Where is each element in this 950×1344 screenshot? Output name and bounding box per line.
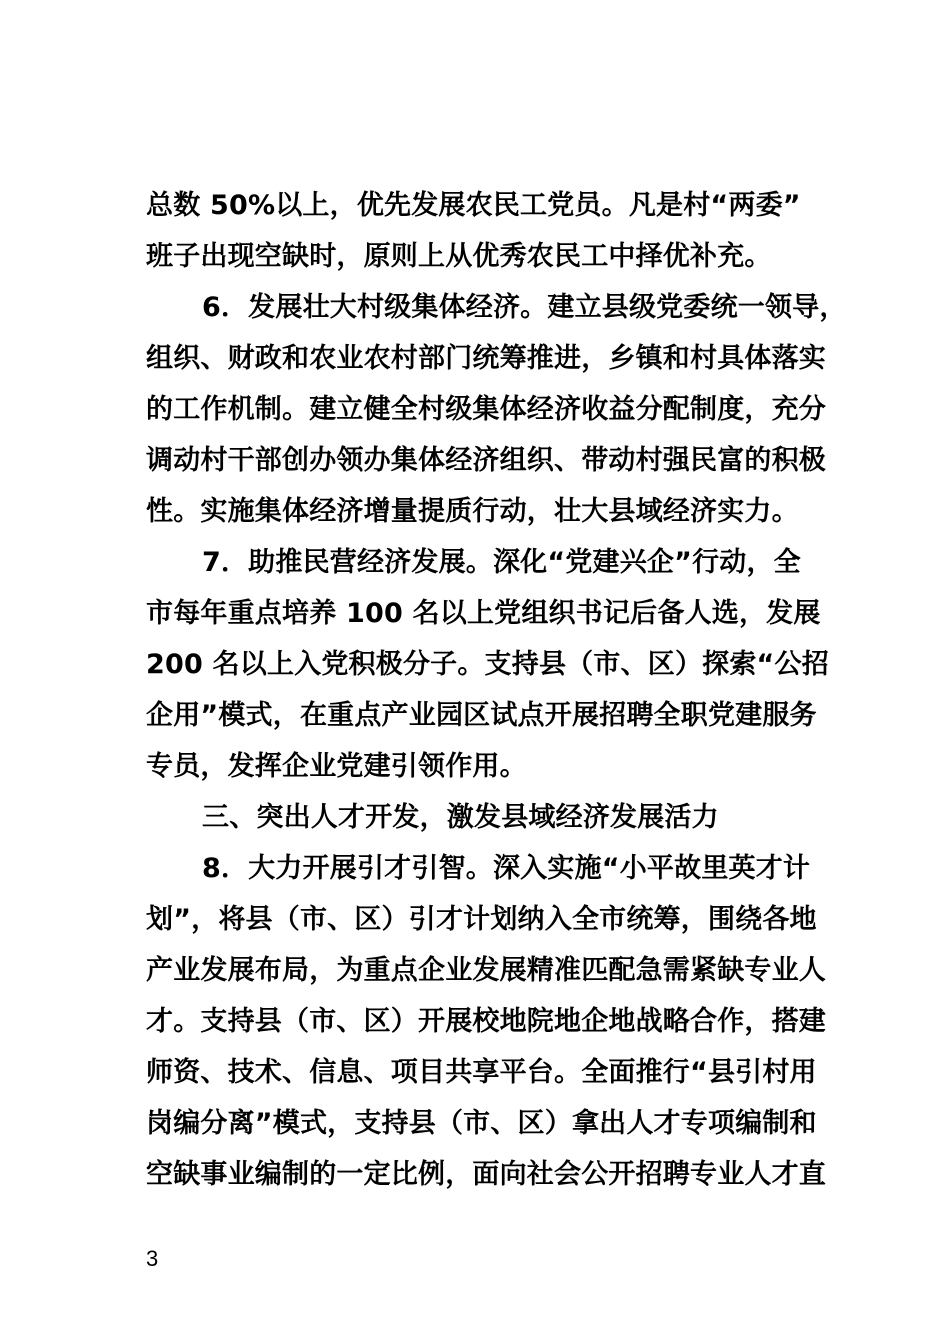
text-line: 划”，将县（市、区）引才计划纳入全市统筹，围绕各地	[146, 904, 817, 935]
text-line: 产业发展布局，为重点企业发展精准匹配急需紧缺专业人	[146, 955, 826, 986]
text-line: 班子出现空缺时，原则上从优秀农民工中择优补充。	[146, 241, 772, 272]
text-line: 调动村干部创办领办集体经济组织、带动村强民富的积极	[146, 445, 826, 476]
text-line: 组织、财政和农业农村部门统筹推进，乡镇和村具体落实	[146, 343, 826, 374]
text-line: 市每年重点培养 100 名以上党组织书记后备人选，发展	[146, 598, 821, 629]
text-line: 专员，发挥企业党建引领作用。	[146, 751, 527, 782]
text-line: 空缺事业编制的一定比例，面向社会公开招聘专业人才直	[146, 1159, 826, 1190]
paragraph-heading: 6．发展壮大村级集体经济。建立县级党委统一领导，	[202, 292, 847, 323]
text-line: 性。实施集体经济增量提质行动，壮大县域经济实力。	[146, 496, 799, 527]
text-line: 的工作机制。建立健全村级集体经济收益分配制度，充分	[146, 394, 826, 425]
paragraph-heading: 8．大力开展引才引智。深入实施“小平故里英才计	[202, 853, 811, 884]
section-heading: 三、突出人才开发，激发县域经济发展活力	[202, 802, 719, 833]
text-line: 师资、技术、信息、项目共享平台。全面推行“县引村用	[146, 1057, 817, 1088]
text-line: 企用”模式，在重点产业园区试点开展招聘全职党建服务	[146, 700, 817, 731]
text-line: 200 名以上入党积极分子。支持县（市、区）探索“公招	[146, 649, 829, 680]
text-line: 总数 50%以上，优先发展农民工党员。凡是村“两委”	[146, 190, 801, 221]
page-number: 3	[146, 1246, 159, 1271]
text-line: 才。支持县（市、区）开展校地院地企地战略合作，搭建	[146, 1006, 826, 1037]
paragraph-heading: 7．助推民营经济发展。深化“党建兴企”行动，全	[202, 547, 801, 578]
text-line: 岗编分离”模式，支持县（市、区）拿出人才专项编制和	[146, 1108, 817, 1139]
